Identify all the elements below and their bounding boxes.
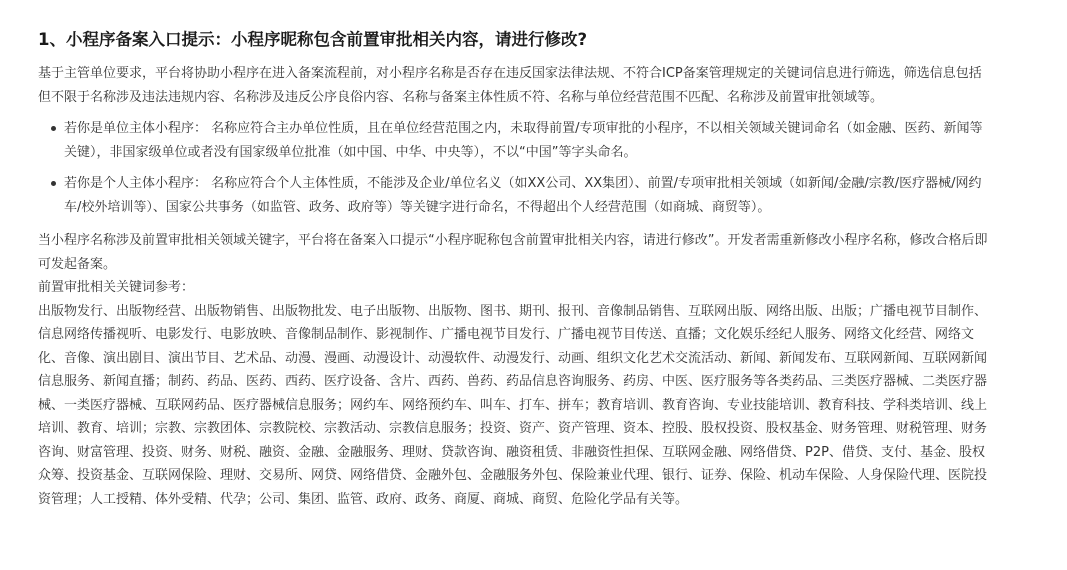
- keywords-paragraph: 出版物发行、出版物经营、出版物销售、出版物批发、电子出版物、出版物、图书、期刊、报刊、音像制品销售、互联网出版、网络出版、出版；广播电视节目制作、信息网络传播视听、电影发行、电影放映、音像制品制作、影视制作、广播电视节目发行、广播电视节目传送、直播；文化娱乐经纪人服务、网络文化经营、网络文化、音像、演出剧目、演出节目、艺术品、动漫、漫画、动漫设计、动漫软件、动漫发行、动画、组织文化艺术交流活动、新闻、新闻发布、互联网新闻、互联网新闻信息服务、新闻直播；制药、药品、医药、西药、医疗设备、含片、西药、兽药、药品信息咨询服务、药房、中医、医疗服务等各类药品、三类医疗器械、二类医疗器械、一类医疗器械、互联网药品、医疗器械信息服务；网约车、网络预约车、叫车、打车、拼车；教育培训、教育咨询、专业技能培训、教育科技、学科类培训、线上培训、教育、培训；宗教、宗教团体、宗教院校、宗教活动、宗教信息服务；投资、资产、资产管理、资本、控股、股权投资、股权基金、财务管理、财税管理、财务咨询、财富管理、投资、财务、财税、融资、金融、金融服务、理财、贷款咨询、融资租赁、非融资性担保、互联网金融、网络借贷、P2P、借贷、支付、基金、股权众筹、投资基金、互联网保险、理财、交易所、网贷、网络借贷、金融外包、金融服务外包、保险兼业代理、银行、证券、保险、机动车保险、人身保险代理、医院投资管理；人工授精、体外受精、代孕；公司、集团、监管、政府、政务、商厦、商城、商贸、危险化学品有关等。: [38, 303, 988, 507]
- bullet-dot-icon: [51, 181, 56, 186]
- rules-list: [38, 117, 992, 219]
- bullet-dot-icon: [51, 126, 56, 131]
- keywords-heading: 前置审批相关关键词参考：: [38, 280, 195, 295]
- list-item-text: 若你是个人主体小程序： 名称应符合个人主体性质，不能涉及企业/单位名义（如XX公司、XX集团）、前置/专项审批相关领域（如新闻/金融/宗教/医疗器械/网约车/校外培训等）、国家公共事务（如监管、政务、政府等）等关键字进行命名，不得超出个人经营范围（如商城、商贸等）。: [64, 176, 982, 215]
- list-item-text: 若你是单位主体小程序： 名称应符合主办单位性质，且在单位经营范围之内，未取得前置/专项审批的小程序，不以相关领域关键词命名（如金融、医药、新闻等关键），非国家级单位或者没有国家级单位批准（如中国、中华、中央等），不以“中国”等字头命名。: [64, 121, 983, 160]
- intro-paragraph: 基于主管单位要求，平台将协助小程序在进入备案流程前，对小程序名称是否存在违反国家法律法规、不符合ICP备案管理规定的关键词信息进行筛选，筛选信息包括但不限于名称涉及违法违规内容、名称涉及违反公序良俗内容、名称与备案主体性质不符、名称与单位经营范围不匹配、名称涉及前置审批领域等。: [38, 66, 982, 105]
- outro-paragraph: 当小程序名称涉及前置审批相关领域关键字，平台将在备案入口提示“小程序昵称包含前置审批相关内容，请进行修改”。开发者需重新修改小程序名称，修改合格后即可发起备案。: [38, 233, 988, 272]
- list-item-individual: [64, 172, 992, 219]
- page-title: 1、小程序备案入口提示：小程序昵称包含前置审批相关内容，请进行修改?: [38, 30, 588, 49]
- list-item-organization: [64, 117, 992, 164]
